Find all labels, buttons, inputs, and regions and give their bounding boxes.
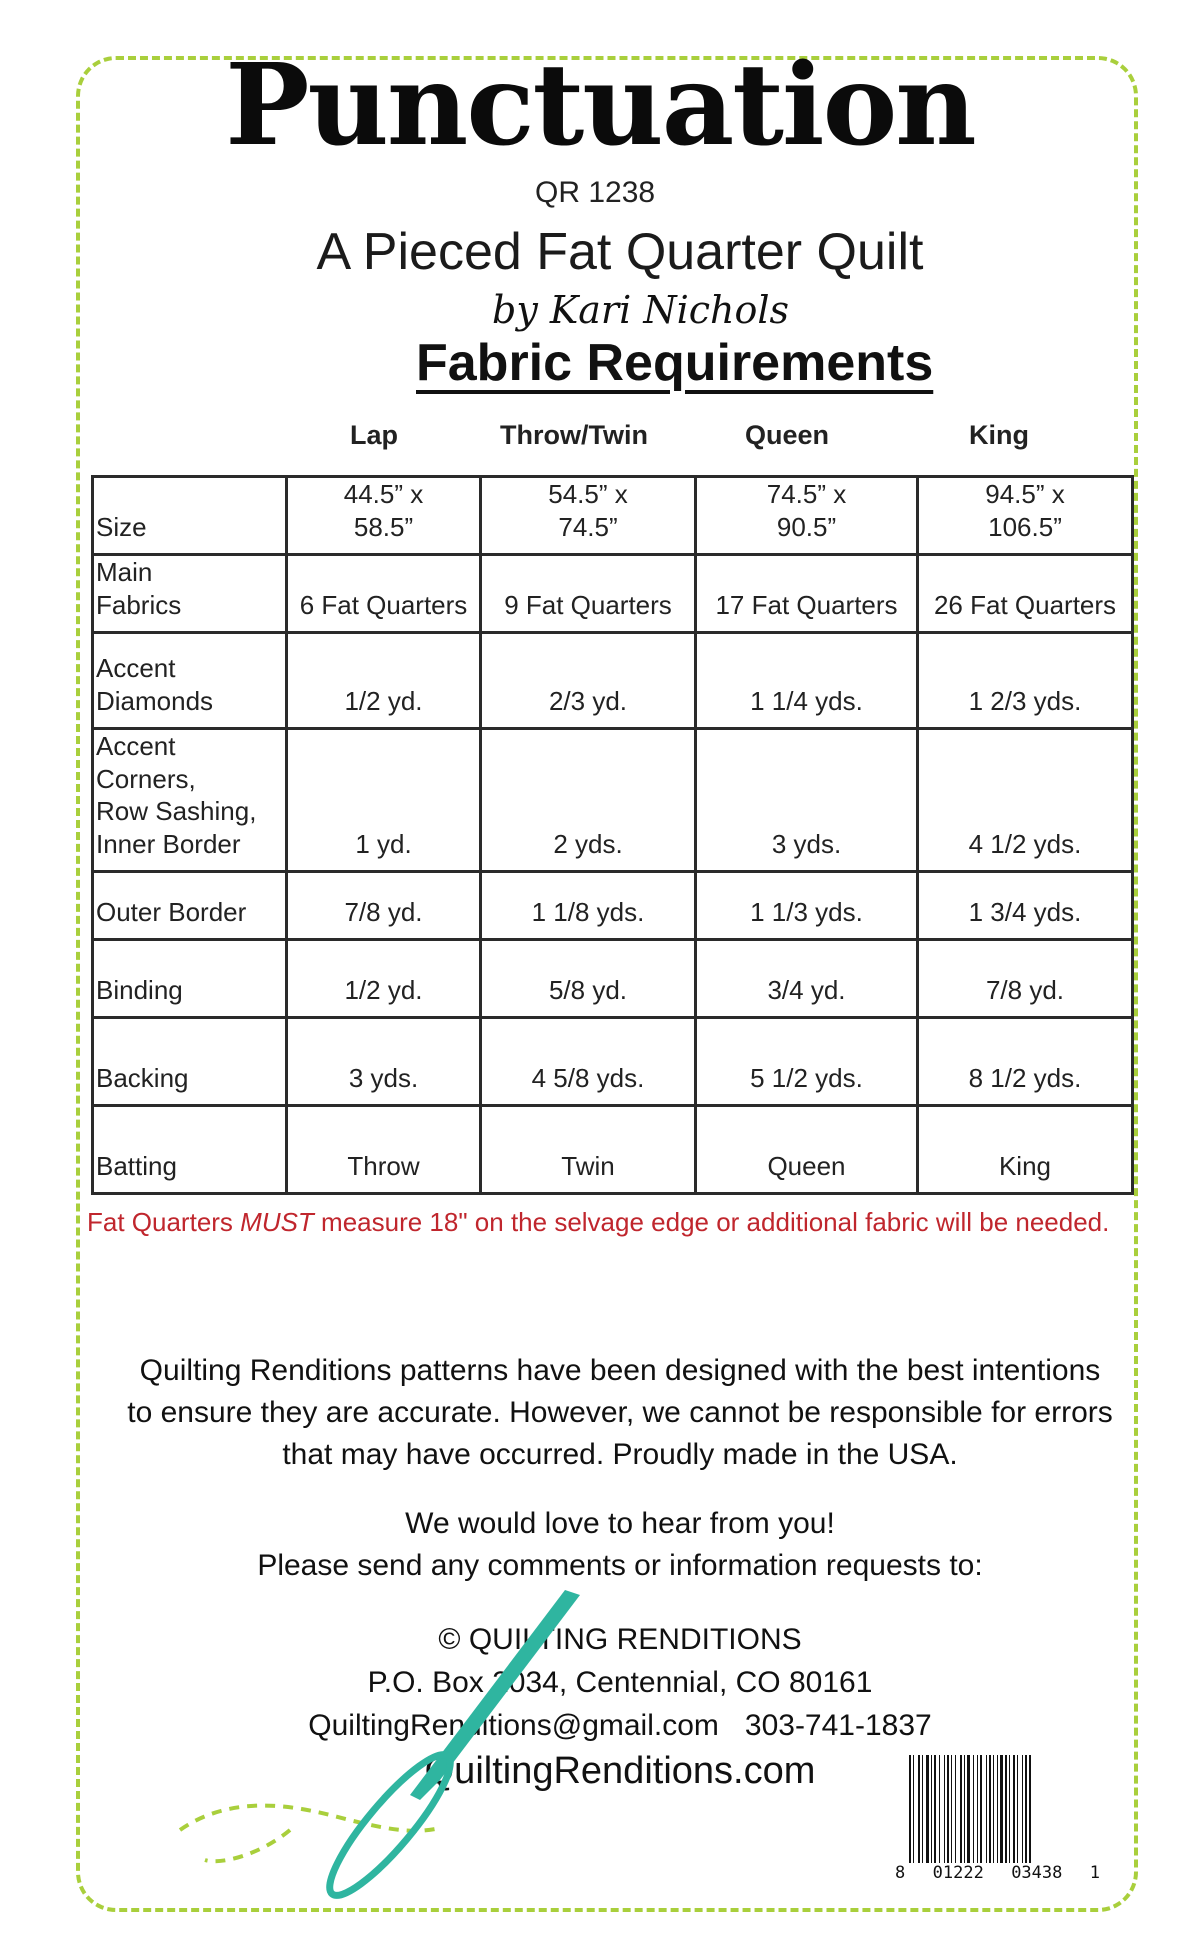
barcode-first-digit: 8 — [895, 1863, 906, 1883]
table-cell-line: 44.5” x — [343, 479, 424, 509]
table-cell-line: 1 yd. — [355, 828, 412, 859]
table-row — [93, 555, 1133, 633]
author-credit: by Kari Nichols — [492, 288, 790, 332]
row-label-line: Accent Corners, — [96, 731, 196, 794]
row-label — [93, 940, 287, 1018]
table-cell-line: 5/8 yd. — [548, 974, 628, 1005]
barcode-bar — [1009, 1755, 1010, 1863]
table-cell-line: 90.5” — [776, 511, 837, 542]
barcode-bar — [960, 1755, 962, 1863]
table-cell — [481, 729, 696, 872]
row-label — [93, 555, 287, 633]
barcode-bar — [973, 1755, 974, 1863]
disclaimer — [100, 1350, 1140, 1476]
table-cell — [696, 1018, 918, 1106]
table-cell — [696, 633, 918, 729]
warning-text-end: measure 18" on the selvage edge or additional fabric will be needed. — [313, 1207, 1110, 1237]
table-cell-line: 9 Fat Quarters — [504, 589, 672, 620]
warning-emphasis: MUST — [240, 1207, 314, 1237]
table-cell — [287, 872, 481, 940]
row-label-line: Diamonds — [96, 685, 214, 716]
row-label-line: Binding — [96, 974, 183, 1005]
barcode-bar — [1013, 1755, 1015, 1863]
disclaimer-line: Quilting Renditions patterns have been designed with the best intentions — [139, 1354, 1101, 1387]
table-cell — [287, 555, 481, 633]
table-row — [93, 633, 1133, 729]
table-cell — [481, 1018, 696, 1106]
barcode-bar — [909, 1755, 911, 1863]
barcode-bar — [944, 1755, 945, 1863]
barcode-bar — [977, 1755, 978, 1863]
table-cell — [696, 555, 918, 633]
fabric-requirements-heading: Fabric Requirements — [416, 334, 934, 392]
disclaimer-line: to ensure they are accurate. However, we cannot be responsible for errors — [127, 1396, 1113, 1429]
column-header-king: King — [969, 420, 1029, 450]
table-row — [93, 477, 1133, 555]
table-cell-line: 1 1/8 yds. — [531, 896, 645, 927]
table-cell — [481, 1106, 696, 1194]
table-cell — [918, 1018, 1133, 1106]
table-cell — [481, 555, 696, 633]
company-phone: 303-741-1837 — [744, 1709, 932, 1742]
barcode-digits — [895, 1863, 1100, 1883]
table-cell-line: 3/4 yd. — [767, 974, 846, 1005]
barcode-left-digits: 01222 — [932, 1863, 984, 1883]
row-label-line: Main — [96, 557, 153, 587]
barcode-bar — [926, 1755, 929, 1863]
company-address: P.O. Box 2034, Centennial, CO 80161 — [367, 1666, 873, 1699]
table-cell-line: Twin — [561, 1150, 615, 1181]
barcode-right-digits: 03438 — [1011, 1863, 1063, 1883]
table-cell-line: King — [998, 1150, 1052, 1181]
row-label — [93, 477, 287, 555]
table-row — [93, 1106, 1133, 1194]
barcode-bar — [951, 1755, 952, 1863]
table-cell — [287, 1106, 481, 1194]
warning-text-start: Fat Quarters — [87, 1207, 241, 1237]
table-cell-line: 58.5” — [353, 511, 414, 542]
barcode-bar — [922, 1755, 923, 1863]
barcode-last-digit: 1 — [1089, 1863, 1100, 1883]
barcode-bar — [939, 1755, 940, 1863]
table-cell-line: 3 yds. — [348, 1062, 419, 1093]
table-row — [93, 940, 1133, 1018]
table-cell-line: 1 3/4 yds. — [968, 896, 1082, 927]
barcode-bar — [913, 1755, 914, 1863]
row-label-line: Backing — [96, 1062, 189, 1093]
row-label — [93, 729, 287, 872]
table-cell-line: 74.5” x — [766, 479, 847, 509]
row-label-line: Inner Border — [96, 828, 241, 859]
column-header-lap: Lap — [350, 420, 399, 450]
barcode-bar — [989, 1755, 991, 1863]
table-cell — [287, 633, 481, 729]
barcode-bar — [1022, 1755, 1023, 1863]
table-cell — [287, 477, 481, 555]
table-cell-line: 7/8 yd. — [985, 974, 1065, 1005]
table-cell-line: 106.5” — [988, 511, 1062, 542]
company-email[interactable]: QuiltingRenditions@gmail.com — [308, 1709, 719, 1742]
table-cell — [287, 1018, 481, 1106]
table-cell — [287, 940, 481, 1018]
table-cell-line: 5 1/2 yds. — [750, 1062, 863, 1093]
table-cell-line: Throw — [347, 1150, 420, 1181]
barcode-bar — [980, 1755, 982, 1863]
barcode-bar — [964, 1755, 965, 1863]
row-label-line: Size — [96, 511, 147, 542]
barcode-bar — [967, 1755, 970, 1863]
table-cell-line: 3 yds. — [771, 828, 842, 859]
barcode-bars — [907, 1755, 1091, 1863]
disclaimer-line: that may have occurred. Proudly made in the USA. — [282, 1438, 958, 1471]
contact-line: We would love to hear from you! — [405, 1507, 835, 1540]
barcode-bar — [1000, 1755, 1003, 1863]
barcode-bar — [993, 1755, 994, 1863]
row-label — [93, 1106, 287, 1194]
table-cell-line: 7/8 yd. — [344, 896, 423, 927]
table-cell — [481, 940, 696, 1018]
row-label-line: Batting — [96, 1150, 177, 1181]
row-label-line: Row Sashing, — [96, 796, 257, 826]
table-cell — [918, 729, 1133, 872]
table-cell-line: 6 Fat Quarters — [299, 589, 468, 620]
barcode-bar — [947, 1755, 949, 1863]
table-cell-line: 1 2/3 yds. — [968, 685, 1082, 716]
table-cell — [481, 872, 696, 940]
table-cell-line: 17 Fat Quarters — [715, 589, 898, 620]
table-cell — [696, 477, 918, 555]
table-cell-line: 94.5” x — [985, 479, 1065, 509]
barcode — [895, 1755, 1100, 1890]
table-cell-line: 1 1/4 yds. — [750, 685, 863, 716]
table-cell — [287, 729, 481, 872]
table-cell — [918, 1106, 1133, 1194]
table-cell-line: 2/3 yd. — [548, 685, 628, 716]
table-cell — [696, 940, 918, 1018]
row-label — [93, 1018, 287, 1106]
table-cell-line: 74.5” — [558, 511, 618, 542]
barcode-bar — [1005, 1755, 1007, 1863]
table-cell-line: 26 Fat Quarters — [933, 589, 1117, 620]
table-cell-line: 4 1/2 yds. — [968, 828, 1082, 859]
table-cell-line: 1/2 yd. — [344, 974, 423, 1005]
column-header-queen: Queen — [745, 420, 830, 450]
row-label-line: Outer Border — [96, 896, 247, 927]
barcode-bar — [934, 1755, 936, 1863]
table-cell — [481, 477, 696, 555]
table-row — [93, 1018, 1133, 1106]
barcode-bar — [931, 1755, 932, 1863]
column-header-throw-twin: Throw/Twin — [500, 420, 648, 450]
table-cell — [918, 872, 1133, 940]
table-cell-line: 54.5” x — [548, 479, 628, 509]
row-label-line: Accent — [96, 653, 176, 683]
table-cell-line: Queen — [767, 1150, 846, 1181]
table-cell — [481, 633, 696, 729]
contact-line: Please send any comments or information requests to: — [257, 1549, 983, 1582]
table-cell-line: 1/2 yd. — [344, 685, 423, 716]
table-cell — [918, 633, 1133, 729]
table-row — [93, 729, 1133, 872]
table-cell — [696, 1106, 918, 1194]
company-name: © QUILTING RENDITIONS — [438, 1623, 802, 1656]
table-row — [93, 872, 1133, 940]
table-cell-line: 4 5/8 yds. — [531, 1062, 645, 1093]
barcode-bar — [1025, 1755, 1027, 1863]
table-cell-line: 1 1/3 yds. — [750, 896, 863, 927]
pattern-title: Punctuation — [225, 40, 975, 171]
table-cell — [918, 477, 1133, 555]
table-cell — [918, 940, 1133, 1018]
barcode-bar — [986, 1755, 987, 1863]
row-label — [93, 633, 287, 729]
table-cell — [696, 729, 918, 872]
table-cell-line: 8 1/2 yds. — [968, 1062, 1082, 1093]
barcode-bar — [955, 1755, 956, 1863]
company-website[interactable]: QuiltingRenditions.com — [424, 1750, 816, 1792]
table-cell — [696, 872, 918, 940]
barcode-bar — [997, 1755, 998, 1863]
table-cell — [918, 555, 1133, 633]
table-cell-line: 2 yds. — [553, 828, 623, 859]
pattern-code: QR 1238 — [535, 176, 656, 209]
row-label-line: Fabrics — [96, 589, 182, 620]
fabric-requirements-table — [91, 475, 1134, 1195]
row-label — [93, 872, 287, 940]
barcode-bar — [918, 1755, 920, 1863]
needle-thread-icon — [150, 1580, 590, 1910]
fat-quarter-warning — [87, 1207, 1109, 1238]
barcode-bar — [1029, 1755, 1031, 1863]
pattern-subtitle: A Pieced Fat Quarter Quilt — [316, 223, 924, 281]
contact-invitation — [100, 1503, 1140, 1587]
barcode-bar — [1017, 1755, 1018, 1863]
